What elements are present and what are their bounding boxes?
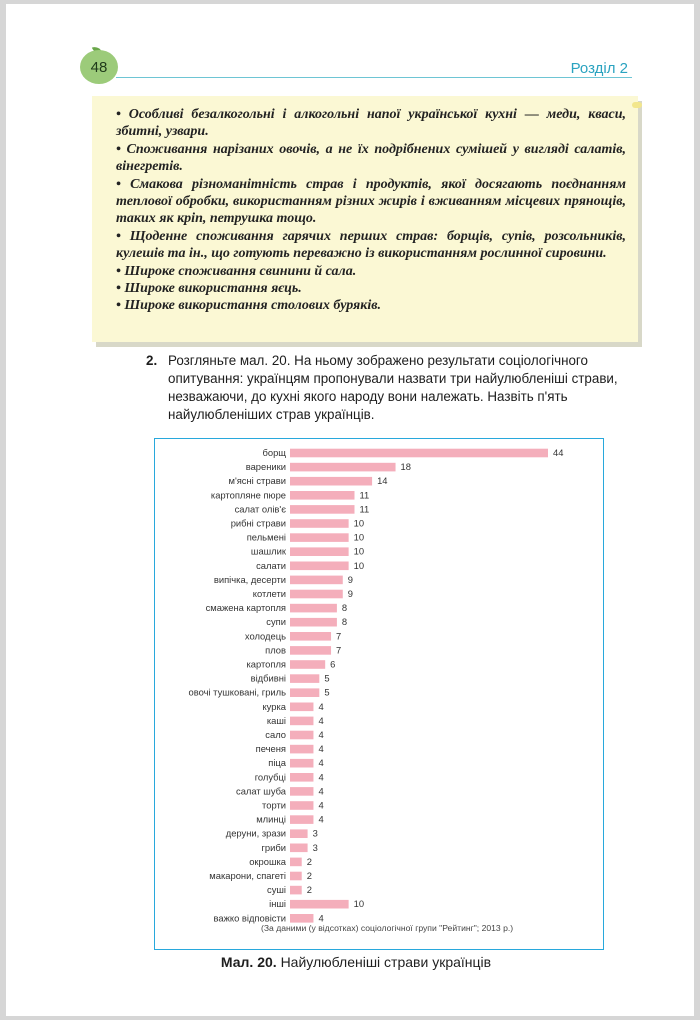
chart-source: (За даними (у відсотках) соціологічної групи "Рейтинг"; 2013 р.) [261, 923, 514, 933]
info-item: • Широке споживання свинини й сала. [116, 263, 357, 279]
bar [290, 829, 308, 838]
category-label: м'ясні страви [228, 475, 286, 487]
figure-title: Найулюбленіші страви українців [280, 954, 492, 970]
bar [290, 773, 313, 782]
category-label: окрошка [249, 855, 286, 867]
page-number: 48 [80, 50, 118, 84]
category-label: шашлик [250, 545, 286, 557]
category-label: печеня [255, 743, 286, 755]
bar [290, 590, 343, 599]
value-label: 4 [318, 757, 324, 769]
category-label: макарони, спагеті [209, 870, 286, 881]
bar [290, 491, 355, 500]
category-label: млинці [256, 813, 286, 825]
value-label: 8 [341, 616, 348, 628]
value-label: 2 [306, 870, 312, 881]
value-label: 7 [336, 630, 342, 642]
value-label: 8 [341, 602, 348, 614]
value-label: 7 [336, 644, 342, 656]
info-item: • Щоденне споживання гарячих перших страв: борщів, супів, розсольників, кулешів та ін., що готують переважно із використанням рослинної сировини. [116, 228, 626, 262]
bar [290, 562, 349, 571]
bar [290, 463, 396, 472]
value-label: 14 [377, 475, 388, 487]
category-label: вареники [245, 461, 286, 473]
bar [290, 872, 302, 881]
value-label: 4 [318, 700, 324, 712]
category-label: гриби [261, 841, 286, 853]
question-text: Розгляньте мал. 20. На ньому зображено результати соціологічного опитування: українцям пропонували назвати три найулюбленіші страви, незважаючи, до кухні якого народу вони належать. Назвіть п'ять найулюбленіших страв українців. [168, 353, 618, 422]
value-label: 9 [347, 573, 353, 585]
info-item: • Смакова різноманітність страв і продуктів, якої досягають поєднанням теплової обробки, використанням різних жирів і вживанням місцевих прянощів, таких як кріп, петрушка тощо. [116, 176, 626, 227]
header-divider [116, 77, 632, 78]
category-label: сало [265, 729, 286, 740]
value-label: 11 [359, 503, 370, 515]
bar [290, 519, 349, 528]
category-label: важко відповісти [213, 912, 286, 924]
category-label: випічка, десерти [213, 573, 286, 585]
bar [290, 505, 355, 514]
category-label: салат олів'є [234, 503, 286, 515]
category-label: салат шуба [236, 785, 286, 797]
chapter-label: Розділ 2 [570, 60, 628, 77]
bar [290, 547, 349, 556]
value-label: 18 [400, 461, 411, 473]
bar [290, 844, 308, 853]
value-label: 6 [330, 658, 336, 670]
info-box [92, 96, 638, 342]
value-label: 9 [347, 588, 353, 599]
category-label: картопля [246, 658, 286, 670]
bar [290, 674, 319, 683]
chart-frame [154, 438, 604, 950]
category-label: холодець [244, 630, 286, 642]
bar [290, 731, 313, 740]
category-label: голубці [254, 771, 286, 783]
box-tab-decoration [632, 102, 642, 108]
bar [290, 717, 313, 726]
bar [290, 787, 313, 796]
category-label: смажена картопля [205, 602, 286, 614]
bar [290, 900, 349, 909]
value-label: 10 [353, 898, 365, 910]
value-label: 10 [353, 517, 365, 529]
bar [290, 618, 337, 627]
info-item: • Широке використання столових буряків. [116, 298, 381, 314]
bar [290, 533, 349, 542]
category-label: супи [266, 616, 286, 628]
info-item: • Широке використання яєць. [116, 281, 302, 297]
value-label: 5 [324, 686, 330, 698]
category-label: рибні страви [230, 517, 286, 529]
category-label: котлети [252, 588, 286, 599]
value-label: 2 [306, 884, 312, 896]
category-label: курка [262, 700, 286, 712]
value-label: 3 [312, 827, 318, 839]
category-label: каші [266, 714, 286, 726]
value-label: 10 [353, 531, 365, 543]
category-label: салати [256, 559, 286, 571]
value-label: 4 [318, 912, 324, 924]
category-label: торти [262, 799, 286, 811]
value-label: 4 [318, 771, 324, 783]
bar [290, 660, 325, 669]
info-item: • Споживання нарізаних овочів, а не їх подрібнених сумішей у вигляді салатів, вінегретів. [116, 141, 626, 175]
bar [290, 759, 313, 768]
category-label: інші [269, 898, 286, 910]
value-label: 4 [318, 785, 324, 797]
textbook-page [6, 4, 694, 1016]
value-label: 4 [318, 813, 324, 825]
category-label: пельмені [246, 531, 286, 543]
info-list [92, 96, 638, 315]
bar [290, 886, 302, 895]
figure-label: Мал. 20. [220, 954, 277, 970]
bar [290, 703, 313, 712]
category-label: деруни, зрази [225, 827, 286, 839]
value-label: 10 [353, 559, 365, 571]
category-label: борщ [262, 447, 286, 458]
bar [290, 745, 313, 754]
bar [290, 604, 337, 613]
bar [290, 477, 372, 486]
category-label: картопляне пюре [210, 489, 286, 501]
bar [290, 449, 548, 458]
bar [290, 576, 343, 585]
category-label: плов [265, 644, 286, 656]
bar [290, 688, 319, 697]
value-label: 11 [359, 489, 370, 501]
figure-caption [6, 954, 700, 970]
bar [290, 914, 313, 923]
bar [290, 858, 302, 867]
bar [290, 815, 313, 824]
value-label: 3 [312, 841, 318, 853]
bar [290, 632, 331, 641]
bar [290, 801, 313, 810]
question-block [148, 352, 640, 424]
value-label: 4 [318, 729, 324, 740]
value-label: 4 [318, 743, 324, 755]
category-label: піца [268, 757, 286, 769]
value-label: 4 [318, 714, 324, 726]
question-number: 2. [146, 353, 158, 368]
category-label: суші [267, 884, 286, 896]
category-label: овочі тушковані, гриль [188, 686, 286, 698]
value-label: 4 [318, 799, 324, 811]
bar [290, 646, 331, 655]
value-label: 2 [306, 855, 312, 867]
value-label: 10 [353, 545, 365, 557]
info-item: • Особливі безалкогольні і алкогольні напої української кухні — меди, кваси, збитні, узвари. [116, 107, 626, 140]
value-label: 44 [553, 447, 564, 458]
value-label: 5 [324, 672, 330, 684]
category-label: відбивні [250, 672, 286, 684]
bar-chart [155, 439, 601, 947]
